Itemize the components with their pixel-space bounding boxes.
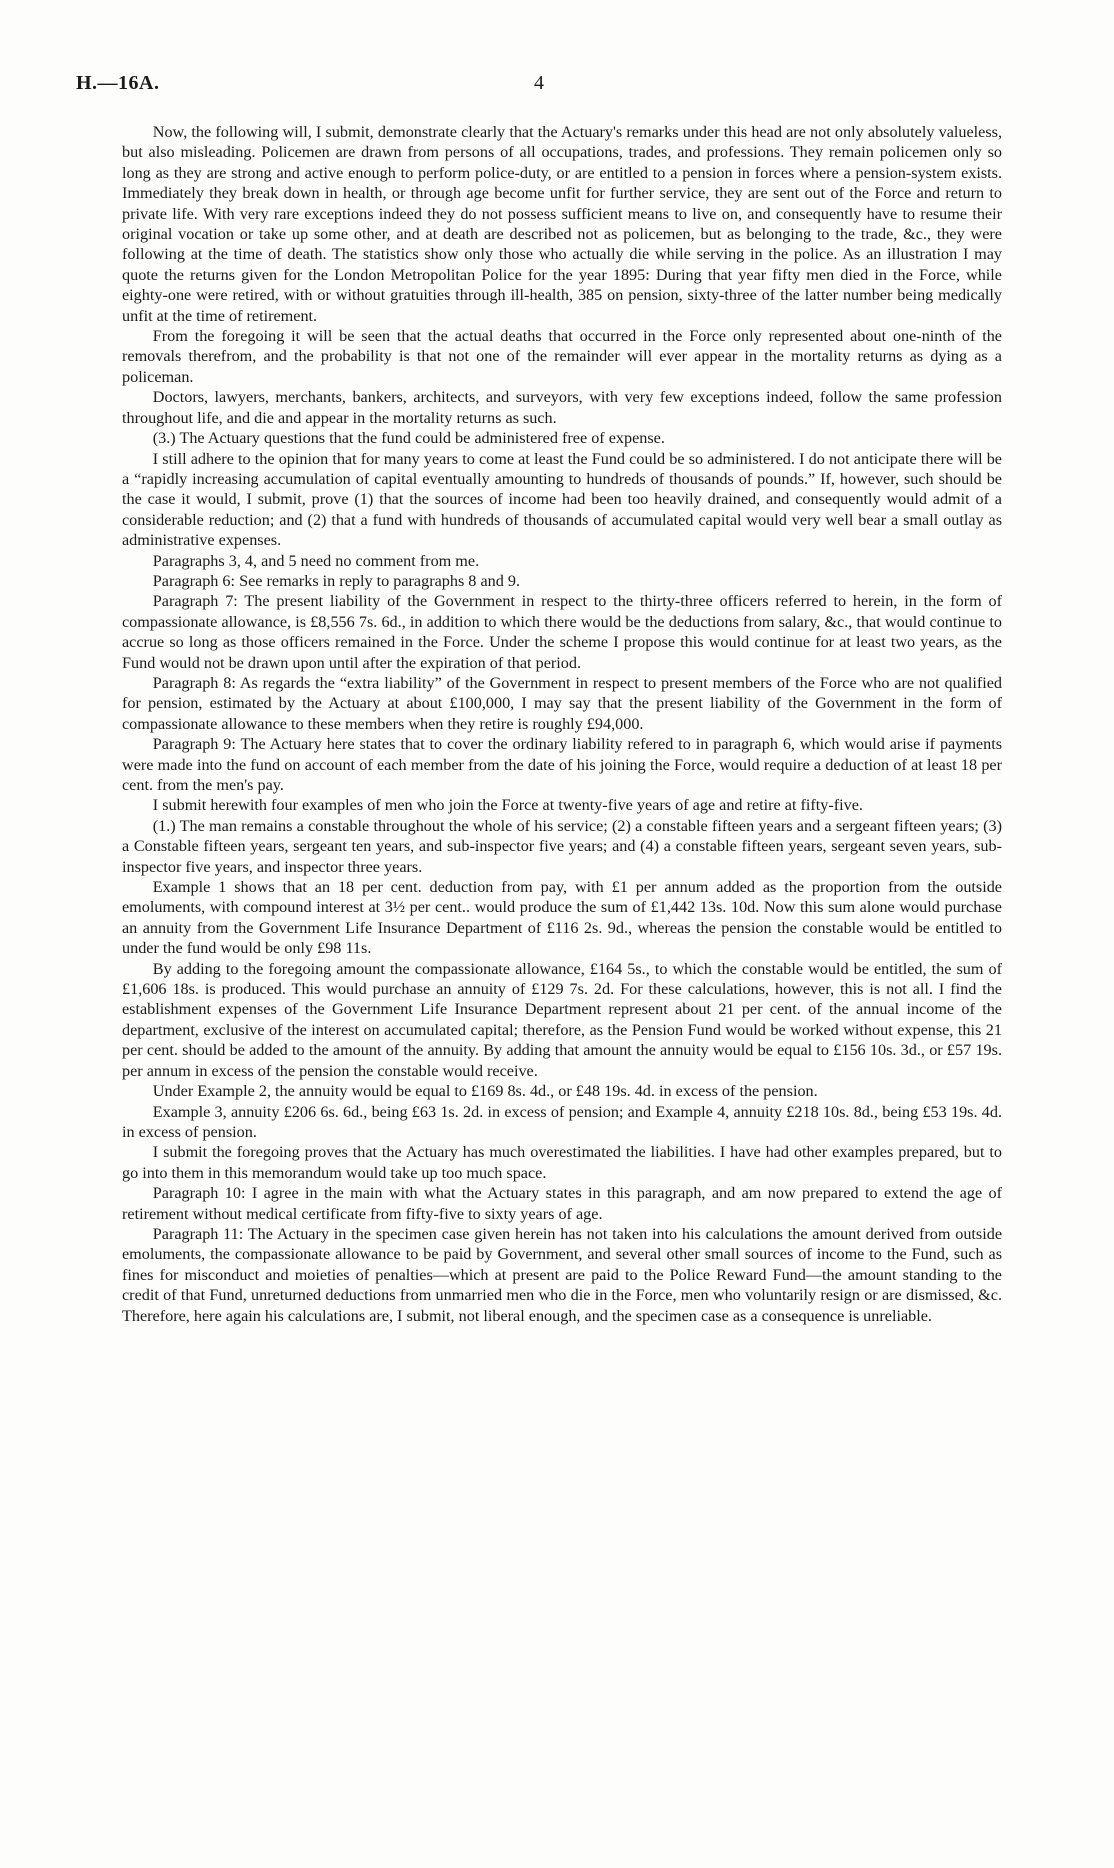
paragraph: I submit herewith four examples of men who join the Force at twenty-five years of age and retire at fifty-five. bbox=[152, 796, 863, 815]
document-code: H.—16A. bbox=[76, 72, 160, 94]
paragraph: Now, the following will, I submit, demonstrate clearly that the Actuary's remarks under this head are not only absolutely valueless, but also misleading. Policemen are drawn from persons of all occupations, trades, and professions. They remain policemen only so long as they are strong and active enough to perform police-duty, or are entitled to a pension in forces where a pension-system exists. Immediately they break down in health, or through age become unfit for further service, they are sent out of the Force and return to private life. With very rare exceptions indeed they do not possess sufficient means to live on, and consequently have to resume their original vocation or take up some other, and at death are described not as policemen, but as belonging to the trade, &c., they were following at the time of death. The statistics show only those who actually die while serving in the police. As an illustration I may quote the returns given for the London Metropolitan Police for the year 1895: During that year fifty men died in the Force, while eighty-one were retired, with or without gratuities through ill-health, 385 on pension, sixty-three of the latter number being medically unfit at the time of retirement. bbox=[122, 123, 1002, 325]
paragraph: Paragraph 6: See remarks in reply to paragraphs 8 and 9. bbox=[152, 571, 521, 590]
paragraph: I submit the foregoing proves that the Actuary has much overestimated the liabilities. I have had other examples prepared, but to go into them in this memorandum would take up too much space. bbox=[122, 1143, 1002, 1182]
paragraph: By adding to the foregoing amount the compassionate allowance, £164 5s., to which the constable would be entitled, the sum of £1,606 18s. is produced. This would purchase an annuity of £129 7s. 2d. For these calculations, however, this is not all. I find the establishment expenses of the Government Life Insurance Department represent about 21 per cent. of the annual income of the department, exclusive of the interest on accumulated capital; therefore, as the Pension Fund would be worked without expense, this 21 per cent. should be added to the amount of the annuity. By adding that amount the annuity would be equal to £156 10s. 3d., or £57 19s. per annum in excess of the pension the constable would receive. bbox=[122, 959, 1002, 1080]
paragraph: Example 3, annuity £206 6s. 6d., being £63 1s. 2d. in excess of pension; and Example 4, annuity £218 10s. 8d., being £53 19s. 4d. in excess of pension. bbox=[122, 1102, 1002, 1141]
paragraph: Paragraphs 3, 4, and 5 need no comment from me. bbox=[152, 551, 480, 570]
paragraph: From the foregoing it will be seen that the actual deaths that occurred in the Force only represented about one-ninth of the removals therefrom, and the probability is that not one of the remainder will ever appear in the mortality returns as dying as a policeman. bbox=[122, 327, 1002, 386]
paragraph: (1.) The man remains a constable throughout the whole of his service; (2) a constable fifteen years and a sergeant fifteen years; (3) a Constable fifteen years, sergeant ten years, and sub-inspector five years; and (4) a constable fifteen years, sergeant seven years, sub-inspector five years, and inspector three years. bbox=[122, 816, 1002, 876]
paragraph: Paragraph 9: The Actuary here states that to cover the ordinary liability refered to in paragraph 6, which would arise if payments were made into the fund on account of each member from the date of his joining the Force, would require a deduction of at least 18 per cent. from the men's pay. bbox=[122, 735, 1002, 794]
paragraph: Under Example 2, the annuity would be equal to £169 8s. 4d., or £48 19s. 4d. in excess of the pension. bbox=[152, 1082, 818, 1101]
paragraph: (3.) The Actuary questions that the fund could be administered free of expense. bbox=[152, 429, 665, 448]
page-header bbox=[76, 72, 1002, 104]
paragraph: Paragraph 7: The present liability of the Government in respect to the thirty-three officers referred to herein, in the form of compassionate allowance, is £8,556 7s. 6d., in addition to which there would be the deductions from salary, &c., that would continue to accrue so long as those officers remained in the Force. Under the scheme I propose this would continue for at least two years, as the Fund would not be drawn upon until after the expiration of that period. bbox=[122, 592, 1002, 672]
paragraph: I still adhere to the opinion that for many years to come at least the Fund could be so administered. I do not anticipate there will be a “rapidly increasing accumulation of capital eventually amounting to hundreds of thousands of pounds.” If, however, such should be the case it would, I submit, prove (1) that the sources of income had been too heavily drained, and consequently would admit of a considerable reduction; and (2) that a fund with hundreds of thousands of accumulated capital would very well bear a small outlay as administrative expenses. bbox=[122, 449, 1002, 550]
paragraph: Doctors, lawyers, merchants, bankers, architects, and surveyors, with very few exceptions indeed, follow the same profession throughout life, and die and appear in the mortality returns as such. bbox=[122, 388, 1002, 427]
paragraph: Paragraph 8: As regards the “extra liability” of the Government in respect to present members of the Force who are not qualified for pension, estimated by the Actuary at about £100,000, I may say that the present liability of the Government in the form of compassionate allowance to these members when they retire is roughly £94,000. bbox=[122, 673, 1002, 733]
paragraph: Paragraph 11: The Actuary in the specimen case given herein has not taken into his calculations the amount derived from outside emoluments, the compassionate allowance to be paid by Government, and several other small sources of income to the Fund, such as fines for misconduct and moieties of penalties—which at present are paid to the Police Reward Fund—the amount standing to the credit of that Fund, unreturned deductions from unmarried men who die in the Force, men who voluntarily resign or are dismissed, &c. Therefore, here again his calculations are, I submit, not liberal enough, and the specimen case as a consequence is unreliable. bbox=[122, 1224, 1002, 1325]
page-number: 4 bbox=[534, 72, 544, 94]
paragraph: Paragraph 10: I agree in the main with what the Actuary states in this paragraph, and am now prepared to extend the age of retirement without medical certificate from fifty-five to sixty years of age. bbox=[122, 1184, 1002, 1223]
paragraph: Example 1 shows that an 18 per cent. deduction from pay, with £1 per annum added as the proportion from the outside emoluments, with compound interest at 3½ per cent.. would produce the sum of £1,442 13s. 10d. Now this sum alone would purchase an annuity from the Government Life Insurance Department of £116 2s. 9d., whereas the pension the constable would be entitled to under the fund would be only £98 11s. bbox=[122, 878, 1002, 958]
body-text bbox=[122, 122, 1002, 1326]
